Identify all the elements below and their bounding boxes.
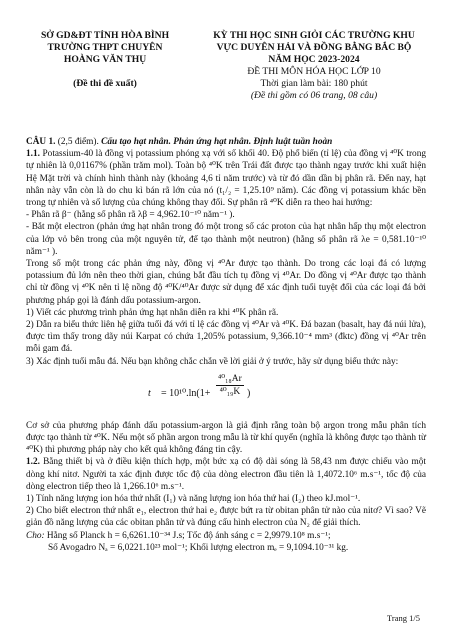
age-formula [26, 370, 426, 418]
question-4: 1) Tính năng lượng ion hóa thứ nhất (I₁) và năng lượng ion hóa thứ hai (I₂) theo kJ.mol⁻¹. [26, 494, 361, 505]
formula-variable: t [148, 387, 151, 399]
paragraph-method-basis: Cơ sở của phương pháp đánh dấu potassium-argon là giả định rằng toàn bộ argon trong mẫu phân tích được tạo thành từ ⁴⁰K. Nếu một số phần argon trong mẫu là từ khí quyển (nghĩa là không được tạo thành từ ⁴⁰K) thì phương pháp này cho kết quả không đáng tin cậy. [26, 420, 426, 456]
given-constants-1 [26, 530, 426, 542]
formula-numerator: ⁴⁰₁₈Ar [218, 373, 242, 384]
question-3: 3) Xác định tuổi mẫu đá. Nếu bạn không chắc chắn về lời giải ở ý trước, hãy sử dụng biểu thức này: [26, 356, 399, 367]
question-1: 1) Viết các phương trình phản ứng hạt nhân diễn ra khi ⁴⁰K phân rã. [26, 307, 279, 318]
pages-note: (Đề thi gồm có 06 trang, 08 câu) [250, 90, 378, 101]
given-constants-2: Số Avogadro Nₐ = 6,0221.10²³ mol⁻¹; Khối lượng electron mₑ = 9,1094.10⁻³¹ kg. [48, 542, 349, 553]
exam-time: Thời gian làm bài: 180 phút [260, 78, 368, 89]
department-name: SỞ GD&ĐT TỈNH HÒA BÌNH [40, 30, 170, 41]
item-label-1-1: 1.1. [26, 149, 40, 160]
formula-rhs: = 10¹⁰.ln(1+ [161, 387, 211, 399]
exam-title-line1: KỲ THI HỌC SINH GIỎI CÁC TRƯỜNG KHU [213, 30, 415, 41]
formula-denominator: ⁴⁰₁₉K [219, 386, 241, 397]
paragraph-1-1-text: Potassium-40 là đồng vị potassium phóng xạ với số khối 40. Độ phổ biến (tỉ lệ) của đồng vị ⁴⁰K trong tự nhiên là 0,01167% (phần trăm mol). Toàn bộ ⁴⁰K trên Trái đất được tạo thành ngay trước khi xuất hiện Hệ Mặt trời và chính hình thành này (khoảng 4,6 tỉ năm trước) và từ đó dần dần bị phân rã. Đến nay, hạt nhân này vẫn còn là do chu kì bán rã lớn của nó (t₁/₂ = 1,25.10⁹ năm). Các đồng vị potassium khác bền trong tự nhiên và số lượng của chúng không thay đổi. Sự phân rã ⁴⁰K diễn ra theo hai hướng: [26, 149, 427, 209]
page-number: Trang 1/5 [387, 613, 420, 623]
decay-beta: - Phân rã β⁻ (hằng số phân rã λβ = 4,962.10⁻¹⁰ năm⁻¹ ). [26, 210, 235, 221]
section-label: CÂU 1. [26, 137, 56, 147]
section-heading [26, 136, 426, 148]
given-label: Cho: [26, 530, 45, 541]
question-2: 2) Dẫn ra biểu thức liên hệ giữa tuổi đá với tỉ lệ các đồng vị ⁴⁰Ar và ⁴⁰K. Đá bazan (basalt, hay đá núi lửa), được tìm thấy trong dãy núi Karpat có chứa 1,205% potassium, 9,366.10⁻⁴ mm³ (đktc) đồng vị ⁴⁰Ar trên mỗi gam đá. [26, 320, 426, 355]
exam-title-line2: VỰC DUYÊN HẢI VÀ ĐỒNG BẰNG BẮC BỘ [216, 42, 412, 53]
school-block [20, 30, 190, 90]
school-name-line2: HOÀNG VĂN THỤ [63, 54, 147, 65]
formula-close: ) [247, 387, 251, 399]
exam-subject: ĐỀ THI MÔN HÓA HỌC LỚP 10 [247, 66, 381, 77]
paragraph-argon: Trong số một trong các phản ứng này, đồng vị ⁴⁰Ar được tạo thành. Do trong các loại đá có lượng potassium đủ lớn nên theo thời gian, chúng bắt đầu tích tụ đồng vị ⁴⁰Ar. Do đồng vị ⁴⁰Ar được tạo thành chỉ từ đồng vị ⁴⁰K nên tỉ lệ nồng độ ⁴⁰K/⁴⁰Ar được sử dụng để xác định tuổi tuyệt đối của các loại đá bởi phương pháp gọi là đánh dấu potassium-argon. [26, 259, 426, 306]
exam-info-block [198, 30, 430, 102]
section-points: (2,5 điểm). [57, 137, 99, 147]
proposed-note: (Đề thi đề xuất) [73, 78, 137, 89]
given-constants-1-text: Hằng số Planck h = 6,6261.10⁻³⁴ J.s; Tốc độ ánh sáng c = 2,9979.10⁸ m.s⁻¹; [44, 530, 331, 541]
item-label-1-2: 1.2. [26, 457, 40, 468]
paragraph-1-2-text: Bằng thiết bị và ở điều kiện thích hợp, một bức xạ có độ dài sóng là 58,43 nm được chiếu vào một dòng khí nitơ. Người ta xác định được tốc độ của dòng electron đầu tiên là 1,4072.10⁶ m.s⁻¹, tốc độ của dòng electron tiếp theo là 1,266.10⁶ m.s⁻¹. [26, 457, 426, 492]
school-year: NĂM HỌC 2023-2024 [268, 54, 360, 65]
formula-fraction [216, 373, 244, 398]
section-title: Cấu tạo hạt nhân. Phản ứng hạt nhân. Định luật tuần hoàn [101, 137, 333, 147]
decay-capture: - Bắt một electron (phản ứng hạt nhân trong đó một trong số các proton của hạt nhân hấp thụ một electron của lớp vỏ bên trong của một nguyên tử, để tạo thành một neutron) (hằng số phân rã λe = 0,581.10⁻¹⁰ năm⁻¹ ). [26, 222, 426, 257]
question-5: 2) Cho biết electron thứ nhất e₁, electron thứ hai e₂ được bứt ra từ obitan phân tử nào của nitơ? Vì sao? Vẽ giản đồ năng lượng của các obitan phân tử và đúng cấu hình electron của N₂ để giải thích. [26, 506, 426, 529]
paragraph-1-2 [26, 456, 426, 493]
exam-body [26, 136, 426, 554]
school-name-line1: TRƯỜNG THPT CHUYÊN [47, 42, 163, 53]
paragraph-1-1 [26, 148, 426, 209]
